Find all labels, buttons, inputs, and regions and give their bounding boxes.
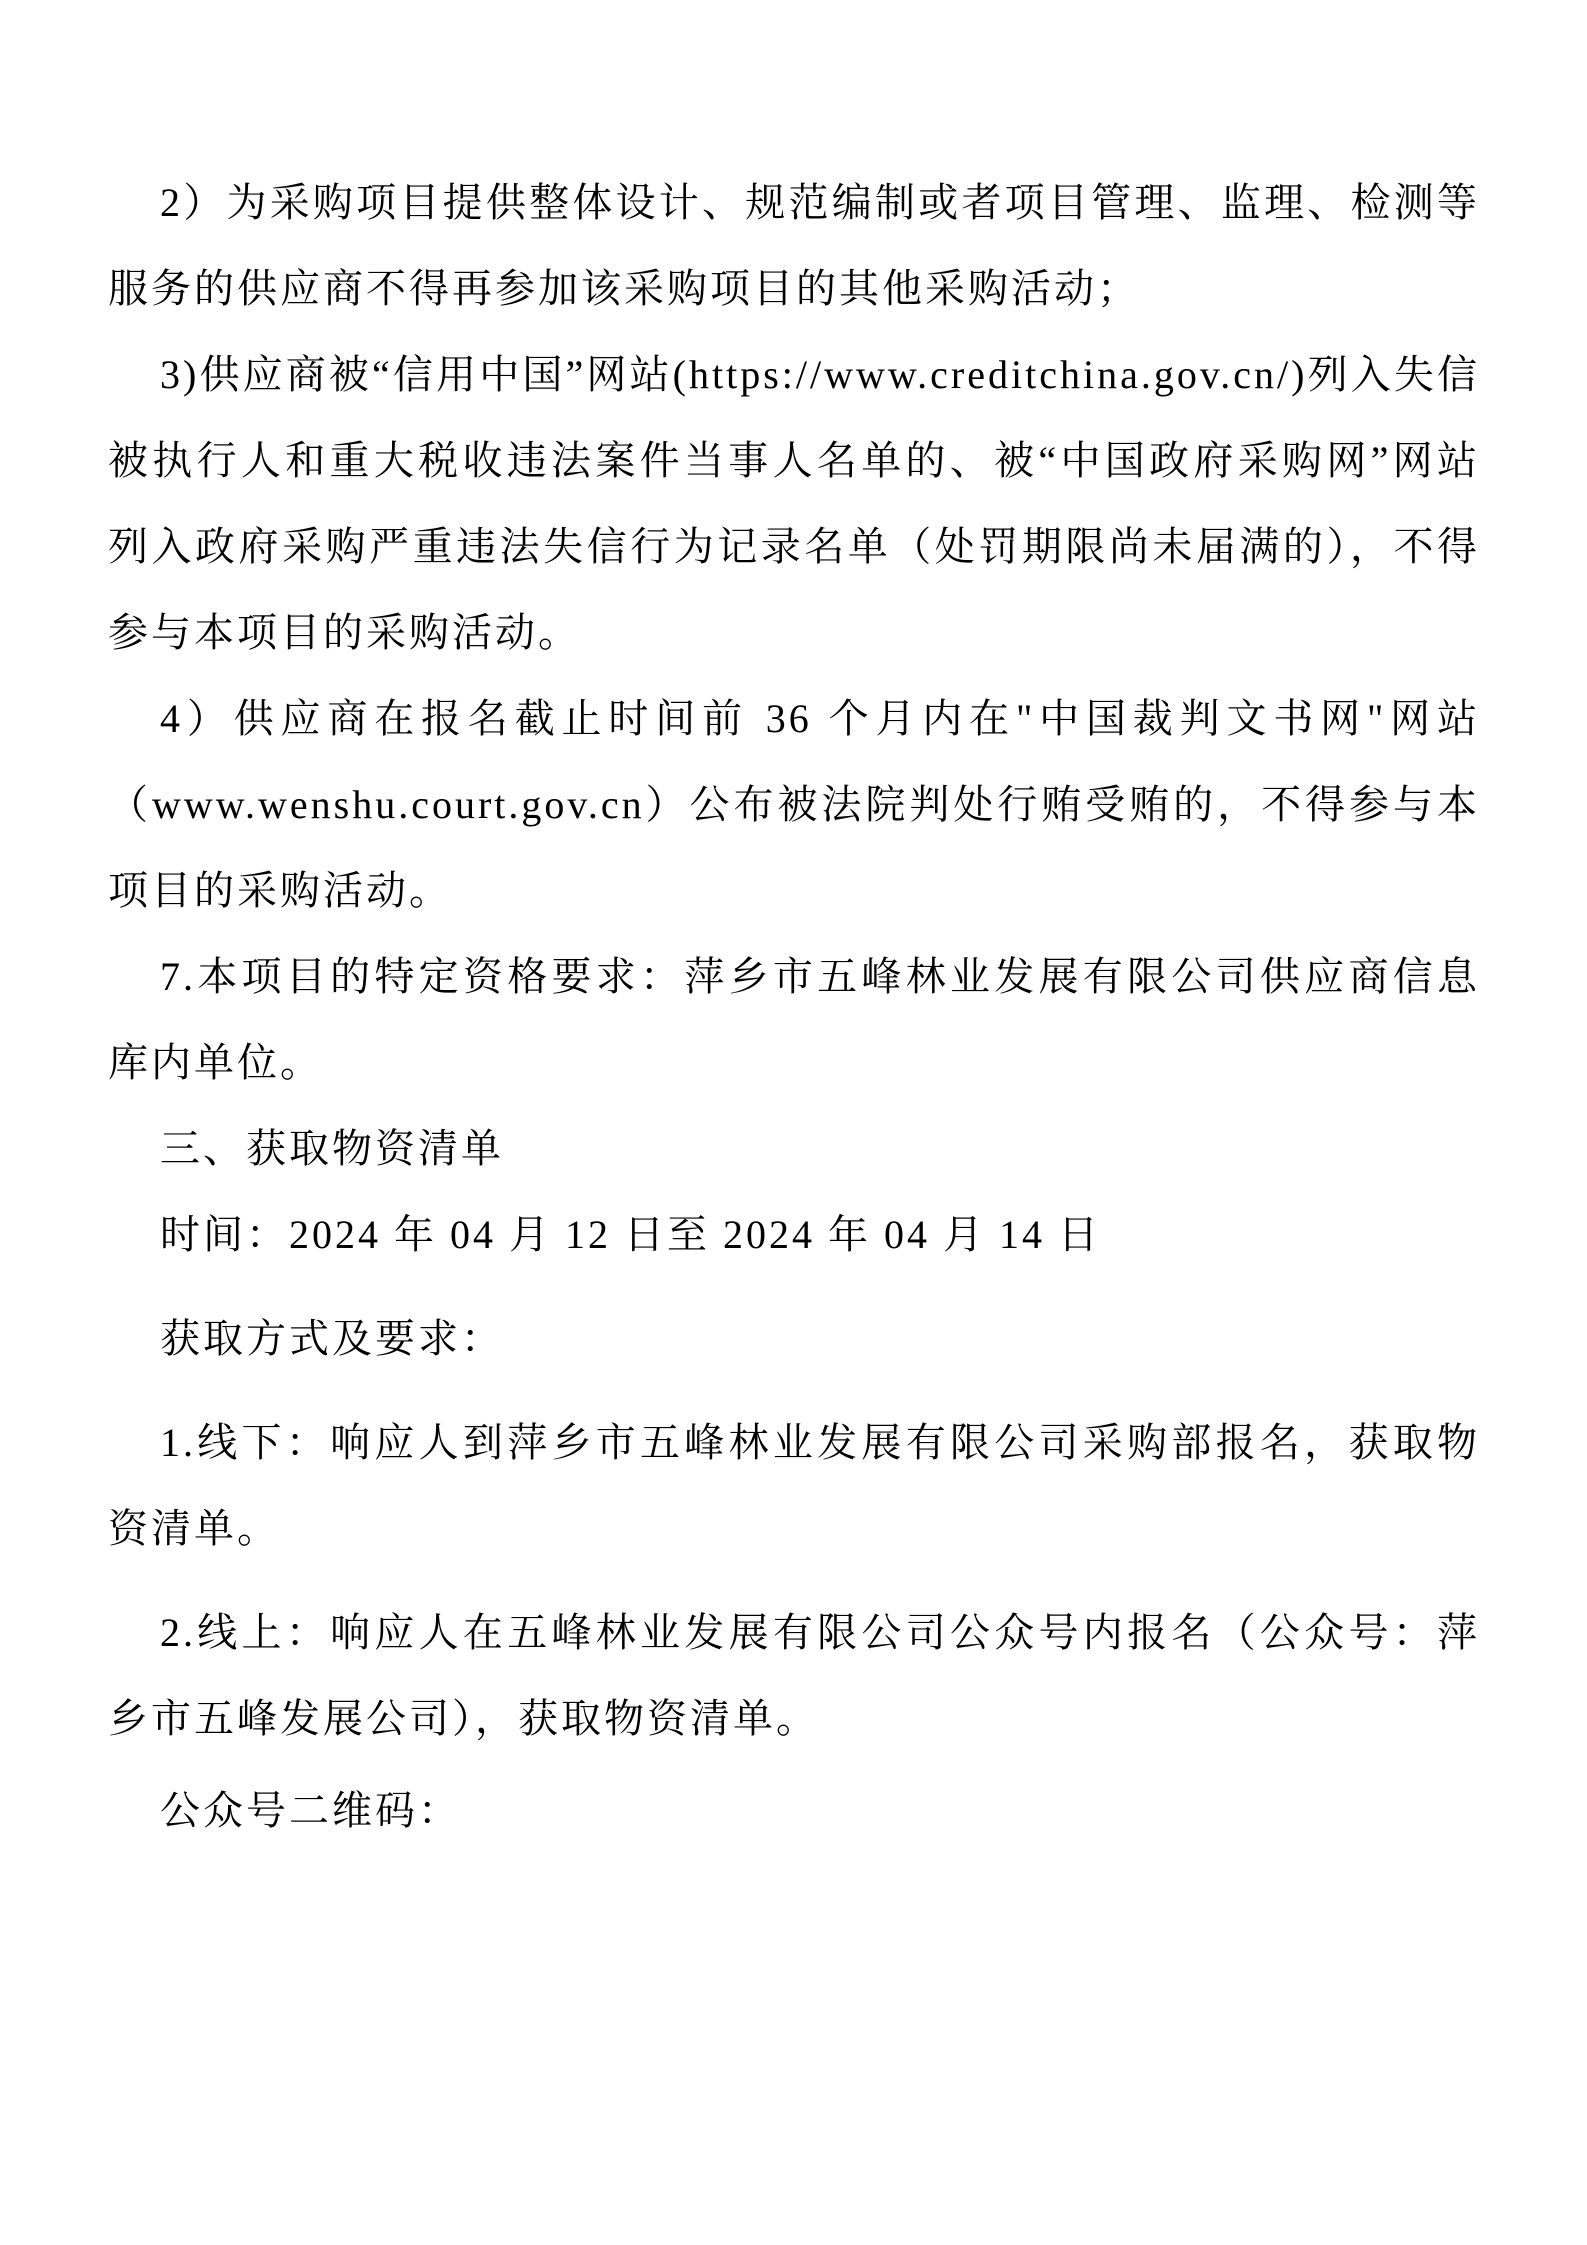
paragraph-method-label: 获取方式及要求： bbox=[160, 1316, 504, 1361]
paragraph-item-3: 3)供应商被“信用中国”网站(https://www.creditchina.gov.cn/)列入失信被执行人和重大税收违法案件当事人名单的、被“中国政府采购网”网站列入政府采购严重违法失信行为记录名单（处罚期限尚未届满的），不得参与本项目的采购活动。 bbox=[108, 352, 1480, 655]
paragraph-online: 2.线上：响应人在五峰林业发展有限公司公众号内报名（公众号：萍乡市五峰发展公司），获取物资清单。 bbox=[108, 1610, 1480, 1741]
document-body bbox=[108, 160, 1480, 1854]
section-heading-3: 三、获取物资清单 bbox=[160, 1126, 504, 1171]
paragraph-item-2: 2）为采购项目提供整体设计、规范编制或者项目管理、监理、检测等服务的供应商不得再参加该采购项目的其他采购活动； bbox=[108, 180, 1480, 311]
paragraph-offline: 1.线下：响应人到萍乡市五峰林业发展有限公司采购部报名，获取物资清单。 bbox=[108, 1420, 1480, 1551]
paragraph-clause-7: 7.本项目的特定资格要求：萍乡市五峰林业发展有限公司供应商信息库内单位。 bbox=[108, 954, 1480, 1085]
paragraph-time: 时间：2024 年 04 月 12 日至 2024 年 04 月 14 日 bbox=[160, 1212, 1101, 1257]
paragraph-item-4: 4）供应商在报名截止时间前 36 个月内在"中国裁判文书网"网站（www.wenshu.court.gov.cn）公布被法院判处行贿受贿的，不得参与本项目的采购活动。 bbox=[108, 696, 1480, 913]
paragraph-qrcode-label: 公众号二维码： bbox=[160, 1788, 461, 1833]
